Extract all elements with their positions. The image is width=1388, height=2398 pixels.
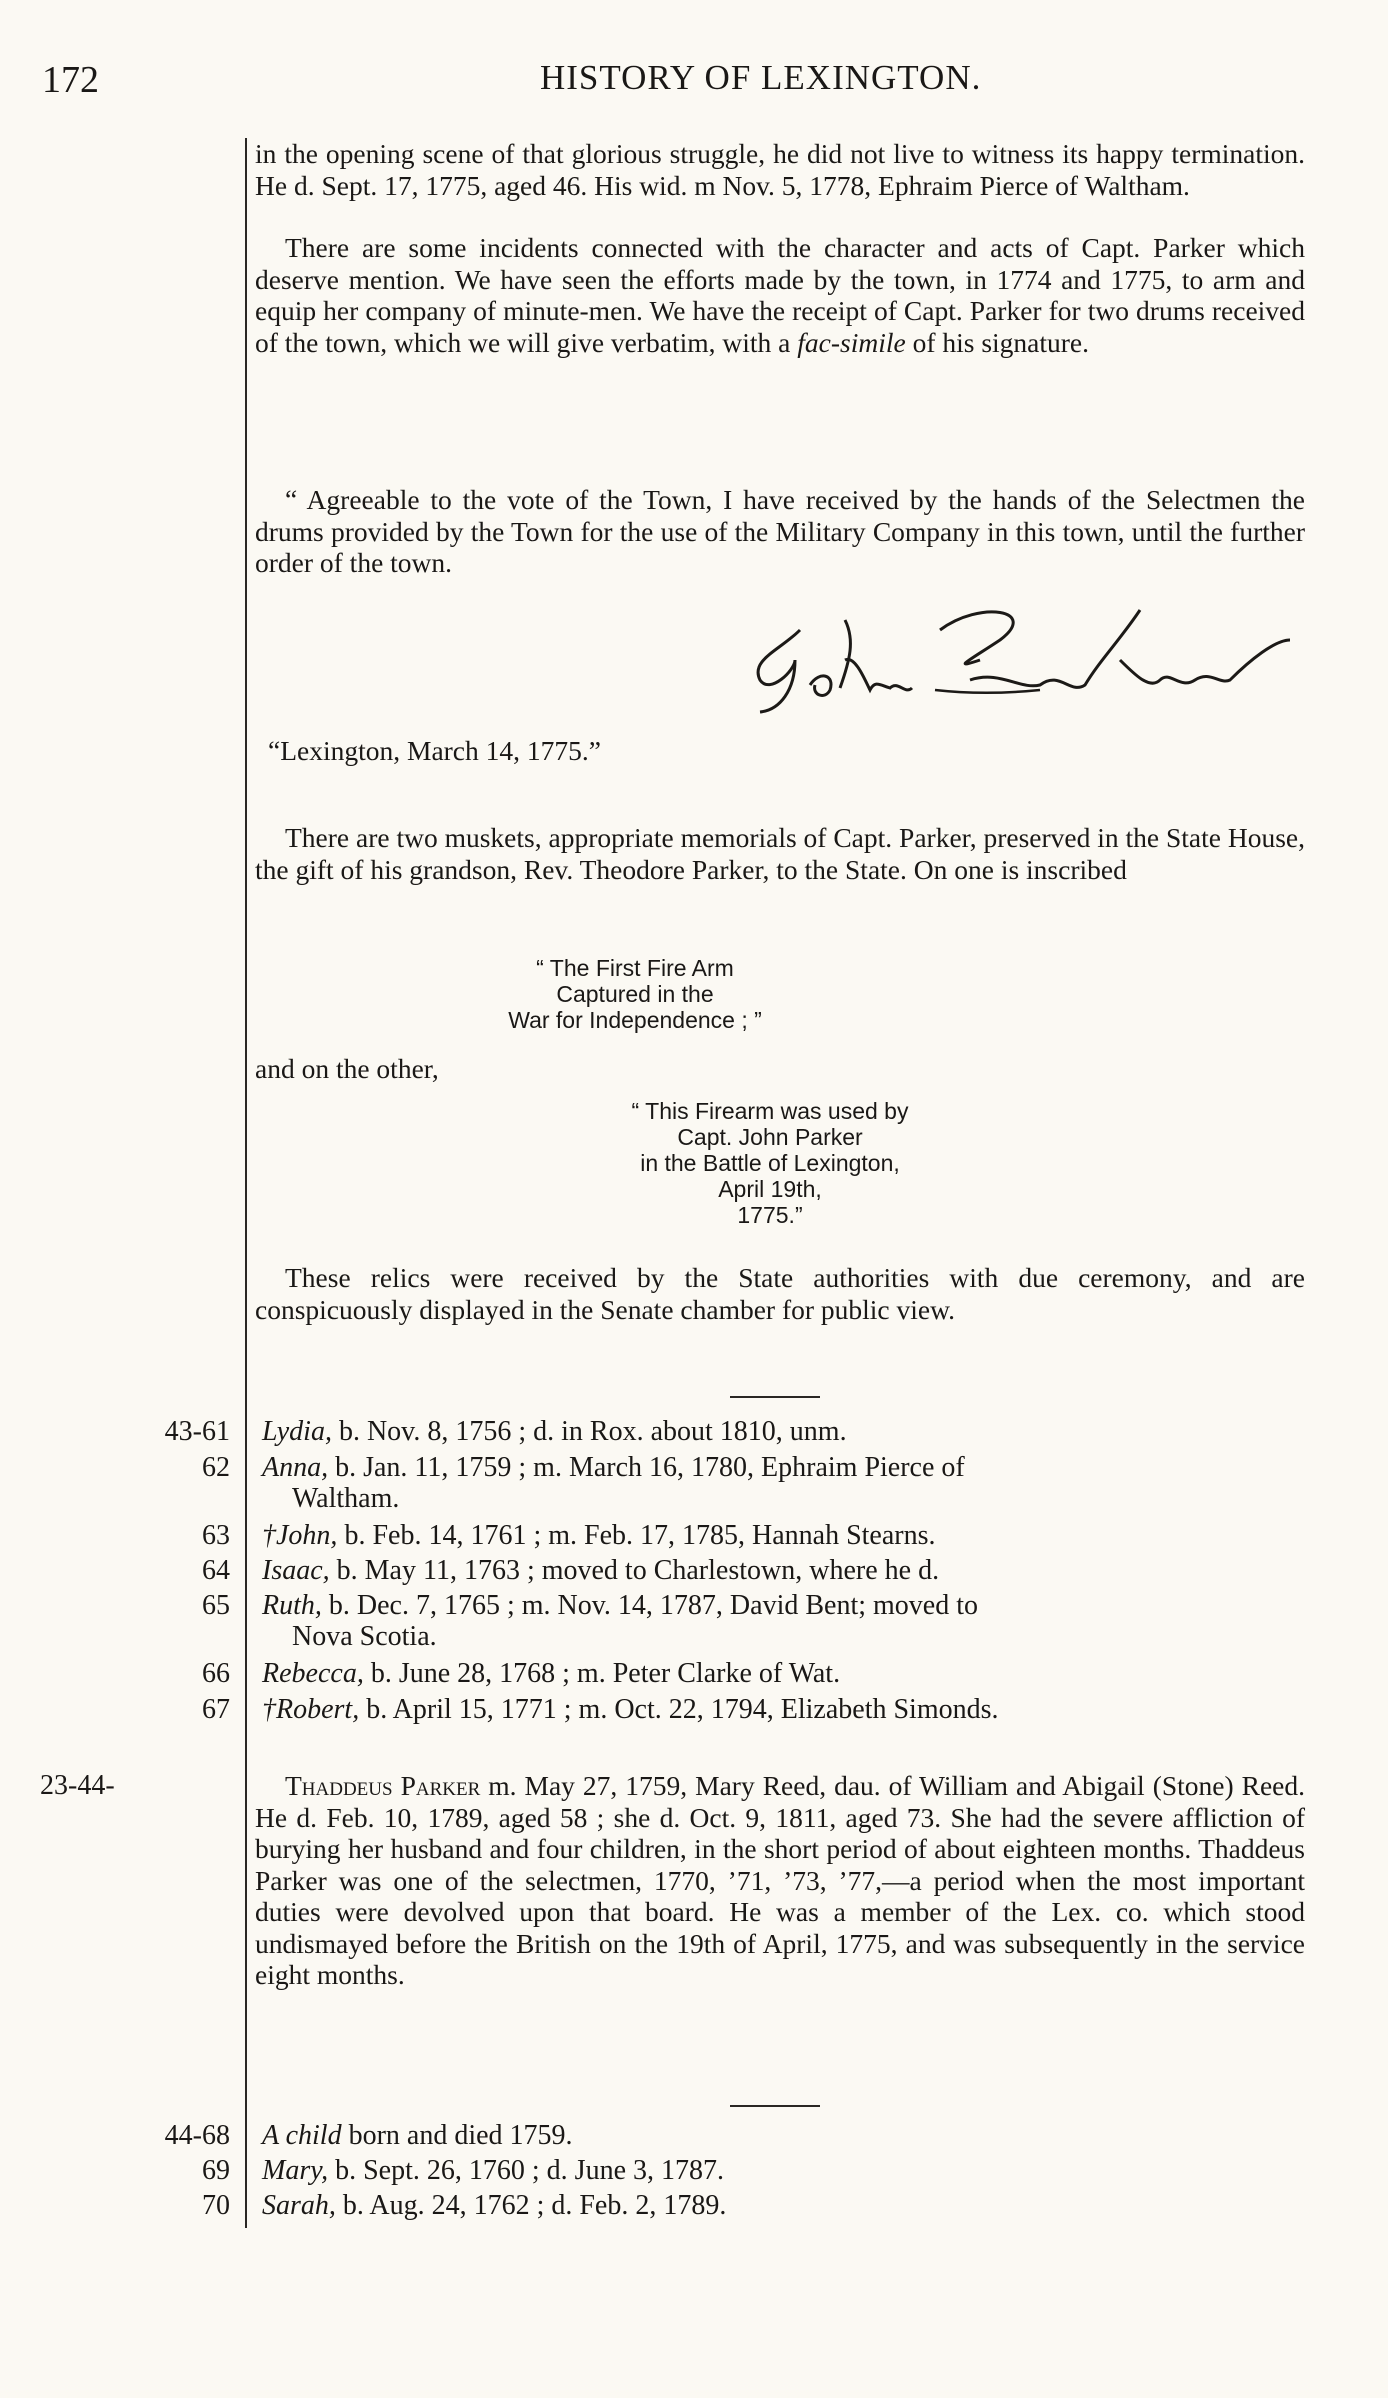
receipt-dateline: “Lexington, March 14, 1775.” [268, 735, 601, 766]
inscription-line: Capt. John Parker [677, 1124, 863, 1150]
child-details: b. Nov. 8, 1756 ; d. in Rox. about 1810, unm. [338, 1416, 847, 1447]
child-details: b. June 28, 1768 ; m. Peter Clarke of Wat. [370, 1658, 841, 1689]
child-name: †Robert, [262, 1694, 360, 1725]
drums-text-end: of his signature. [912, 326, 1090, 358]
child-details: b. Aug. 24, 1762 ; d. Feb. 2, 1789. [342, 2190, 727, 2221]
child-name: Rebecca, [262, 1658, 364, 1689]
child-details: b. Sept. 26, 1760 ; d. June 3, 1787. [335, 2155, 724, 2186]
entry-number: 67 [202, 1694, 230, 1725]
facsimile-term: fac-simile [797, 326, 906, 358]
child-name: A child [262, 2120, 342, 2151]
section-divider [730, 2105, 820, 2107]
thaddeus-paragraph [255, 1770, 1305, 1991]
child-details-cont: Waltham. [292, 1483, 400, 1514]
child-name: Sarah, [262, 2190, 336, 2221]
drums-text: There are some incidents connected with the character and acts of Capt. Parker which deserve mention. We have seen the efforts made by the town, in 1774 and 1775, to arm and equip her company of minute-men. We have the receipt of Capt. Parker for two drums received of the town, which we will give verbatim, with a [255, 232, 1305, 358]
entry-number: 43-61 [164, 1416, 230, 1447]
child-entry [262, 1555, 1312, 1586]
child-entry [262, 2190, 1312, 2221]
child-entry [262, 1590, 1312, 1652]
child-entry [262, 1452, 1312, 1514]
child-details: b. April 15, 1771 ; m. Oct. 22, 1794, Elizabeth Simonds. [366, 1694, 999, 1725]
john-parker-signature [740, 600, 1300, 720]
entry-number: 23-44- [40, 1770, 115, 1801]
child-name: Anna, [262, 1452, 329, 1483]
child-entry [262, 1658, 1312, 1689]
child-details: b. Feb. 14, 1761 ; m. Feb. 17, 1785, Hannah Stearns. [344, 1520, 936, 1551]
child-entry [262, 1694, 1312, 1725]
entry-number: 64 [202, 1555, 230, 1586]
entry-number: 63 [202, 1520, 230, 1551]
inscription-line: War for Independence ; ” [508, 1007, 762, 1033]
inscription-line: Captured in the [556, 981, 714, 1007]
child-entry [262, 2155, 1312, 2186]
entry-number: 70 [202, 2190, 230, 2221]
intro-paragraph: in the opening scene of that glorious struggle, he did not live to witness its happy termination. He d. Sept. 17, 1775, aged 46. His wid. m Nov. 5, 1778, Ephraim Pierce of Waltham. [255, 138, 1305, 201]
page-number: 172 [42, 59, 99, 101]
child-details: b. Jan. 11, 1759 ; m. March 16, 1780, Ephraim Pierce of [335, 1452, 965, 1483]
connector-text: and on the other, [255, 1053, 439, 1084]
child-name: Isaac, [262, 1555, 330, 1586]
receipt-quote: “ Agreeable to the vote of the Town, I have received by the hands of the Selectmen the drums provided by the Town for the use of the Military Company in this town, until the further order of the town. [255, 484, 1305, 578]
inscription-line: April 19th, [718, 1176, 822, 1202]
section-divider [730, 1396, 820, 1398]
child-details: b. May 11, 1763 ; moved to Charlestown, where he d. [336, 1555, 940, 1586]
inscription-first [470, 955, 800, 1033]
relics-paragraph: These relics were received by the State authorities with due ceremony, and are conspicuously displayed in the Senate chamber for public view. [255, 1262, 1305, 1325]
entry-number: 65 [202, 1590, 230, 1621]
running-head: HISTORY OF LEXINGTON. [540, 58, 982, 97]
thaddeus-name: Thaddeus Parker [285, 1770, 481, 1801]
entry-number: 69 [202, 2155, 230, 2186]
child-name: †John, [262, 1520, 338, 1551]
entry-number: 44-68 [164, 2120, 230, 2151]
margin-rule [245, 138, 247, 2228]
child-name: Ruth, [262, 1590, 322, 1621]
child-name: Lydia, [262, 1416, 332, 1447]
inscription-line: 1775.” [737, 1202, 803, 1228]
child-entry [262, 1520, 1312, 1551]
child-entry [262, 2120, 1312, 2151]
child-name: Mary, [262, 2155, 329, 2186]
child-details: b. Dec. 7, 1765 ; m. Nov. 14, 1787, David Bent; moved to [328, 1590, 979, 1621]
drums-paragraph [255, 232, 1305, 358]
child-details-cont: Nova Scotia. [292, 1621, 437, 1652]
child-details: born and died 1759. [348, 2120, 573, 2151]
inscription-line: “ This Firearm was used by [631, 1098, 909, 1124]
child-entry [262, 1416, 1312, 1447]
inscription-second [575, 1098, 965, 1228]
thaddeus-text: m. May 27, 1759, Mary Reed, dau. of William and Abigail (Stone) Reed. He d. Feb. 10, 1789, aged 58 ; she d. Oct. 9, 1811, aged 73. She had the severe affliction of burying her husband and four children, in the short period of about eighteen months. Thaddeus Parker was one of the selectmen, 1770, ’71, ’73, ’77,—a period when the most important duties were devolved upon that board. He was a member of the Lex. co. which stood undismayed before the British on the 19th of April, 1775, and was subsequently in the service eight months. [255, 1770, 1306, 1990]
inscription-line: in the Battle of Lexington, [640, 1150, 900, 1176]
inscription-line: “ The First Fire Arm [536, 955, 734, 981]
muskets-paragraph: There are two muskets, appropriate memorials of Capt. Parker, preserved in the State House, the gift of his grandson, Rev. Theodore Parker, to the State. On one is inscribed [255, 822, 1305, 885]
entry-number: 66 [202, 1658, 230, 1689]
entry-number: 62 [202, 1452, 230, 1483]
